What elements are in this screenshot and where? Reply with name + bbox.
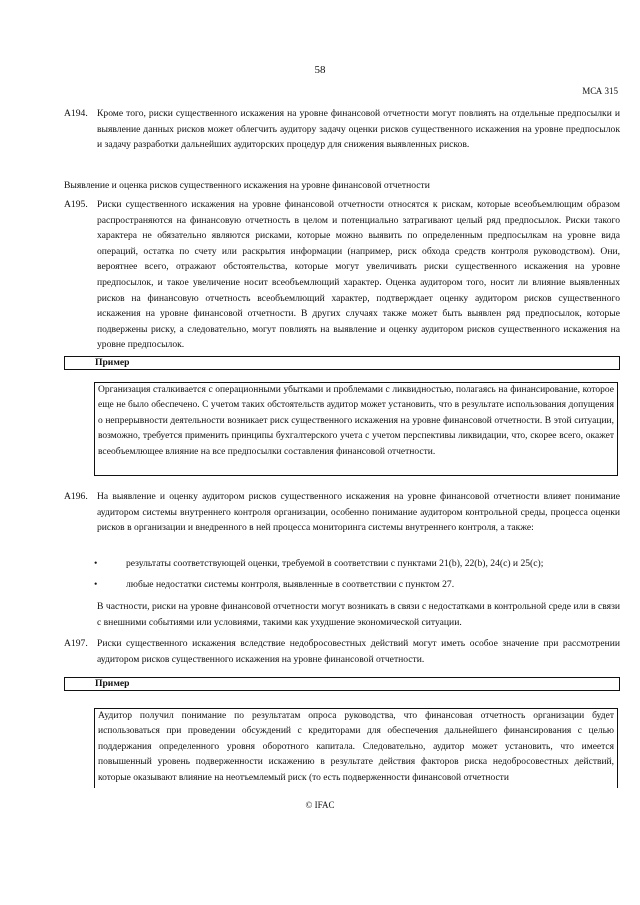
paragraph-number: A197.	[64, 638, 88, 649]
list-item-text: результаты соответствующей оценки, требуемой в соответствии с пунктами 21(b), 22(b), 24(c) и 25(c);	[126, 558, 544, 569]
paragraph-a194	[64, 106, 620, 153]
paragraph-text: Кроме того, риски существенного искажения на уровне финансовой отчетности могут повлиять на отдельные предпосылки и выявление данных рисков может облегчить аудитору задачу оценки рисков существенного искажения на уровне предпосылок и задачу разработки дальнейших аудиторских процедур для снижения выявленных рисков.	[97, 108, 620, 151]
list-item	[94, 557, 620, 571]
paragraph-text: На выявление и оценку аудитором рисков существенного искажения на уровне финансовой отчетности влияет понимание аудитором системы внутреннего контроля организации, особенно понимание аудитором контрольной среды, процесса оценки рисков в организации и внедренного в ней процесса мониторинга системы внутреннего контроля, а также:	[97, 491, 620, 534]
paragraph-text: Риски существенного искажения на уровне финансовой отчетности относятся к рискам, которые всеобъемлющим образом распространяются на финансовую отчетность в целом и потенциально затрагивают целый ряд предпосылок. Риски такого характера не обязательно являются рисками, которые можно выявить по определенным предпосылкам на уровне вида операций, остатка по счету или раскрытия информации (например, риск обхода средств контроля руководством). Они, вероятнее всего, отражают обстоятельства, которые могут увеличивать риски существенного искажения на уровне предпосылок, и такое увеличение носит всеобъемлющий характер. Оценка аудитором того, носит ли влияние выявленных рисков на финансовую отчетность всеобъемлющий характер, подтверждает оценку аудитором рисков существенного искажения на уровне финансовой отчетности. В других случаях также может быть выявлен ряд предпосылок, которые подвержены риску, а следовательно, могут повлиять на выявление и оценку аудитором рисков существенного искажения на уровне предпосылок.	[97, 199, 620, 351]
example-header: Пример	[64, 356, 620, 370]
paragraph-number: A195.	[64, 199, 88, 210]
standard-reference: МСА 315	[582, 86, 618, 96]
paragraph-a196-closing	[64, 599, 620, 630]
paragraph-number: A194.	[64, 108, 88, 119]
example-box: Организация сталкивается с операционными убытками и проблемами с ликвидностью, полагаясь на финансирование, которое еще не было обеспечено. С учетом таких обстоятельств аудитор может установить, что в результате использования допущения о непрерывности деятельности возникает риск существенного искажения на уровне финансовой отчетности. В этой ситуации, возможно, требуется применить принципы бухгалтерского учета с учетом перспективы ликвидации, что, скорее всего, окажет всеобъемлющее влияние на все предпосылки составления финансовой отчетности.	[94, 382, 618, 476]
paragraph-number: A196.	[64, 491, 88, 502]
list-item	[94, 578, 620, 592]
example-header: Пример	[64, 677, 620, 691]
paragraph-a197	[64, 636, 620, 667]
list-item-text: любые недостатки системы контроля, выявленные в соответствии с пунктом 27.	[126, 579, 455, 590]
bullet-icon: •	[94, 558, 98, 569]
paragraph-text: В частности, риски на уровне финансовой отчетности могут возникать в связи с недостатками в контрольной среде или в связи с внешними событиями или условиями, такими как ухудшение экономической ситуации.	[97, 601, 620, 628]
footer-copyright: © IFAC	[305, 800, 335, 810]
page-number: 58	[314, 64, 326, 76]
section-heading: Выявление и оценка рисков существенного искажения на уровне финансовой отчетности	[64, 180, 430, 191]
paragraph-text: Риски существенного искажения вследствие недобросовестных действий могут иметь особое значение при рассмотрении аудитором рисков существенного искажения на уровне финансовой отчетности.	[97, 638, 620, 665]
example-box: Аудитор получил понимание по результатам опроса руководства, что финансовая отчетность организации будет использоваться при проведении обсуждений с кредиторами для обеспечения дальнейшего финансирования с целью поддержания определенного уровня оборотного капитала. Следовательно, аудитор может установить, что имеется повышенный уровень подверженности искажению в результате действия факторов риска недобросовестных действий, которые оказывают влияние на неотъемлемый риск (то есть подверженности финансовой отчетности	[94, 708, 618, 788]
paragraph-a196	[64, 489, 620, 536]
paragraph-a195	[64, 197, 620, 353]
bullet-icon: •	[94, 579, 98, 590]
